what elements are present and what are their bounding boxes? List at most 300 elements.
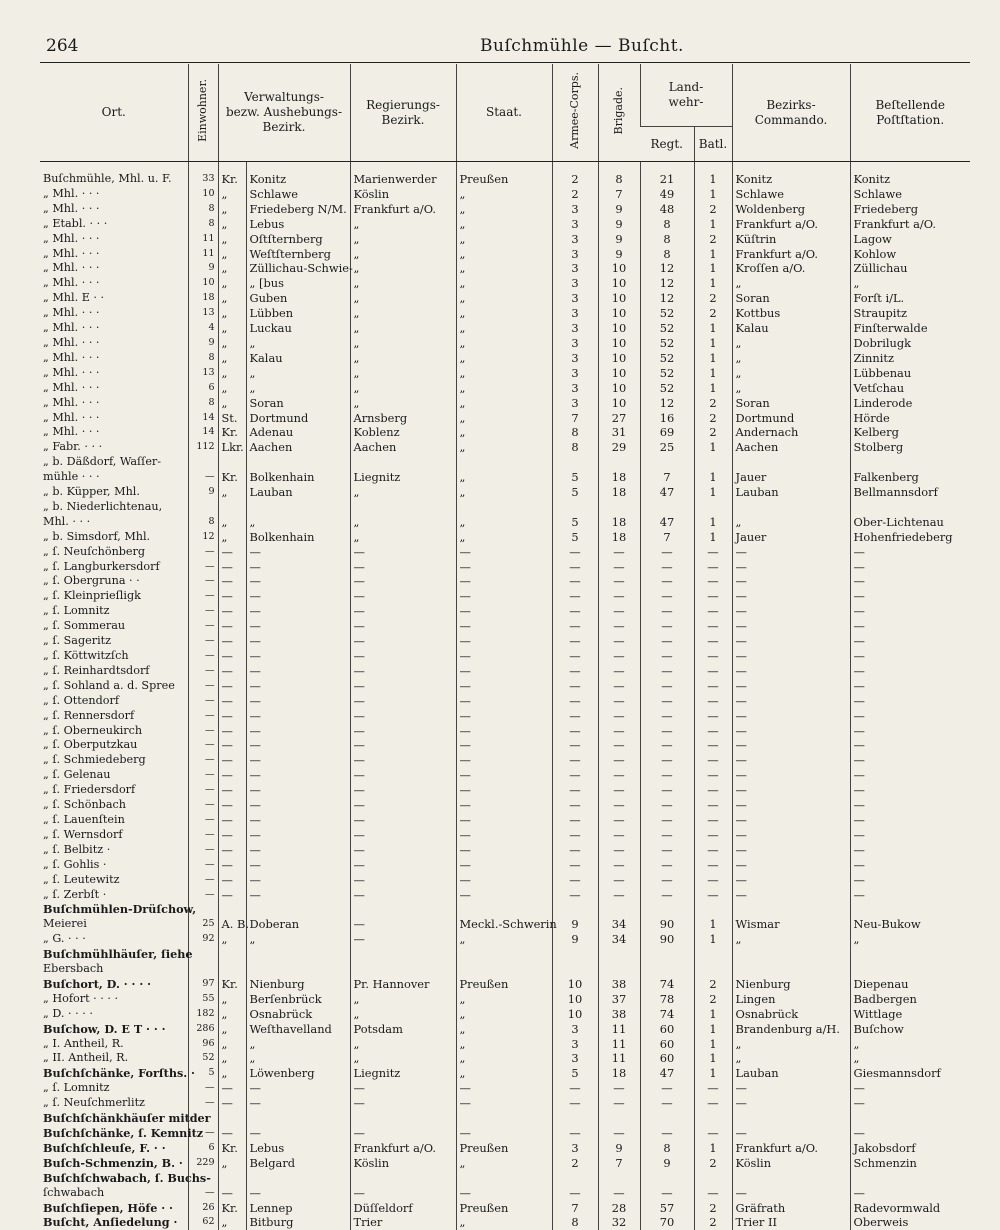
cell-rb: — xyxy=(350,709,456,724)
table-row xyxy=(40,977,970,992)
cell-ein: 8 xyxy=(188,515,218,530)
cell-kr: A. B. xyxy=(218,917,246,932)
cell-ein: 12 xyxy=(188,530,218,545)
cell-rb: „ xyxy=(350,336,456,351)
cell-vb: „ xyxy=(246,515,350,530)
cell-ps: Konitz xyxy=(850,162,970,187)
cell-rb: — xyxy=(350,545,456,560)
cell-st xyxy=(456,1171,552,1186)
cell-ac: — xyxy=(552,738,598,753)
cell-br xyxy=(598,500,640,515)
cell-ac xyxy=(552,1171,598,1186)
cell-ein: 182 xyxy=(188,1007,218,1022)
cell-rb: „ xyxy=(350,217,456,232)
cell-vb: — xyxy=(246,828,350,843)
cell-vb: — xyxy=(246,560,350,575)
cell-kr: — xyxy=(218,858,246,873)
cell-batl xyxy=(694,902,732,917)
cell-st: — xyxy=(456,813,552,828)
cell-st: „ xyxy=(456,336,552,351)
cell-kr xyxy=(218,947,246,962)
cell-rb: — xyxy=(350,843,456,858)
cell-batl: 2 xyxy=(694,977,732,992)
cell-regt: 74 xyxy=(640,977,694,992)
cell-bc: Kroſſen a/O. xyxy=(732,261,850,276)
cell-kr: „ xyxy=(218,202,246,217)
cell-kr: — xyxy=(218,560,246,575)
cell-st xyxy=(456,962,552,977)
cell-regt: — xyxy=(640,589,694,604)
cell-st: „ xyxy=(456,992,552,1007)
cell-ps: Hohenfriedeberg xyxy=(850,530,970,545)
table-row xyxy=(40,217,970,232)
cell-kr xyxy=(218,962,246,977)
cell-bc: Konitz xyxy=(732,162,850,187)
table-row xyxy=(40,962,970,977)
cell-regt: 7 xyxy=(640,530,694,545)
cell-br: 10 xyxy=(598,381,640,396)
cell-bc xyxy=(732,1111,850,1126)
cell-ac: 9 xyxy=(552,932,598,947)
cell-rb: — xyxy=(350,604,456,619)
cell-vb: „ xyxy=(246,932,350,947)
cell-rb: — xyxy=(350,1126,456,1141)
cell-ac: 10 xyxy=(552,977,598,992)
col-header-armee: Armee-Corps. xyxy=(552,64,598,162)
cell-ort: Buſchſchleuſe, F. · · xyxy=(40,1141,188,1156)
cell-kr: „ xyxy=(218,336,246,351)
cell-regt: 60 xyxy=(640,1037,694,1052)
cell-batl: 1 xyxy=(694,470,732,485)
cell-regt: — xyxy=(640,724,694,739)
cell-rb: Liegnitz xyxy=(350,1066,456,1081)
cell-ac xyxy=(552,1111,598,1126)
cell-br: — xyxy=(598,1186,640,1201)
cell-st: — xyxy=(456,664,552,679)
cell-regt: 60 xyxy=(640,1051,694,1066)
cell-ein: 6 xyxy=(188,381,218,396)
cell-kr: „ xyxy=(218,1215,246,1230)
cell-bc: „ xyxy=(732,276,850,291)
cell-kr: „ xyxy=(218,932,246,947)
cell-ort: „ Fabr. · · · xyxy=(40,440,188,455)
cell-batl: 2 xyxy=(694,306,732,321)
cell-bc: — xyxy=(732,753,850,768)
cell-rb: — xyxy=(350,768,456,783)
cell-regt: — xyxy=(640,634,694,649)
cell-rb xyxy=(350,962,456,977)
cell-rb: — xyxy=(350,738,456,753)
cell-regt xyxy=(640,1171,694,1186)
cell-ps: — xyxy=(850,634,970,649)
cell-br: 28 xyxy=(598,1201,640,1216)
cell-bc: — xyxy=(732,738,850,753)
cell-bc: — xyxy=(732,783,850,798)
cell-batl: 1 xyxy=(694,1066,732,1081)
cell-ac: — xyxy=(552,694,598,709)
cell-rb: „ xyxy=(350,1037,456,1052)
cell-kr: — xyxy=(218,768,246,783)
cell-st: „ xyxy=(456,1156,552,1171)
cell-ac: 7 xyxy=(552,1201,598,1216)
cell-ein: — xyxy=(188,619,218,634)
cell-batl: — xyxy=(694,873,732,888)
cell-ein: 25 xyxy=(188,917,218,932)
cell-regt: 49 xyxy=(640,187,694,202)
cell-st: — xyxy=(456,649,552,664)
cell-vb: — xyxy=(246,1081,350,1096)
cell-ort: „ ſ. Belbitz · xyxy=(40,843,188,858)
cell-batl xyxy=(694,962,732,977)
cell-ac xyxy=(552,455,598,470)
cell-ort: „ I. Antheil, R. xyxy=(40,1037,188,1052)
cell-regt: 12 xyxy=(640,291,694,306)
cell-ein: — xyxy=(188,1081,218,1096)
cell-kr: „ xyxy=(218,1156,246,1171)
table-row xyxy=(40,798,970,813)
cell-ort: „ Mhl. · · · xyxy=(40,336,188,351)
cell-ort: mühle · · · xyxy=(40,470,188,485)
cell-vb: — xyxy=(246,649,350,664)
cell-bc: Frankfurt a/O. xyxy=(732,217,850,232)
table-row xyxy=(40,679,970,694)
cell-regt: 90 xyxy=(640,917,694,932)
cell-rb: Liegnitz xyxy=(350,470,456,485)
cell-br: 18 xyxy=(598,1066,640,1081)
cell-regt: 9 xyxy=(640,1156,694,1171)
cell-batl: 2 xyxy=(694,232,732,247)
cell-kr: Kr. xyxy=(218,977,246,992)
cell-kr: „ xyxy=(218,1022,246,1037)
col-header-verwaltung: Verwaltungs- bezw. Aushebungs- Bezirk. xyxy=(218,64,350,162)
cell-regt: 52 xyxy=(640,321,694,336)
table-row xyxy=(40,291,970,306)
cell-ort: „ ſ. Leutewitz xyxy=(40,873,188,888)
cell-ac: — xyxy=(552,768,598,783)
cell-ein: 8 xyxy=(188,217,218,232)
cell-st: — xyxy=(456,1096,552,1111)
cell-ein: 52 xyxy=(188,1051,218,1066)
cell-ps: Finſterwalde xyxy=(850,321,970,336)
cell-ps: Lübbenau xyxy=(850,366,970,381)
cell-st: — xyxy=(456,634,552,649)
cell-ort: „ Mhl. · · · xyxy=(40,261,188,276)
cell-ps: — xyxy=(850,664,970,679)
cell-regt: 69 xyxy=(640,425,694,440)
cell-batl: — xyxy=(694,560,732,575)
table-row xyxy=(40,604,970,619)
cell-regt: — xyxy=(640,1096,694,1111)
cell-rb: „ xyxy=(350,381,456,396)
cell-vb: „ [bus xyxy=(246,276,350,291)
cell-bc: — xyxy=(732,694,850,709)
cell-regt: — xyxy=(640,604,694,619)
cell-kr xyxy=(218,500,246,515)
cell-regt: — xyxy=(640,1081,694,1096)
cell-regt: 8 xyxy=(640,1141,694,1156)
cell-regt xyxy=(640,947,694,962)
table-row xyxy=(40,396,970,411)
cell-st: — xyxy=(456,738,552,753)
cell-st: „ xyxy=(456,515,552,530)
cell-ort: „ Mhl. · · · xyxy=(40,232,188,247)
cell-rb: Marienwerder xyxy=(350,162,456,187)
cell-ein: — xyxy=(188,843,218,858)
cell-batl: — xyxy=(694,649,732,664)
cell-st: — xyxy=(456,753,552,768)
cell-rb: — xyxy=(350,694,456,709)
cell-ort: „ ſ. Langburkersdorf xyxy=(40,560,188,575)
cell-batl xyxy=(694,947,732,962)
table-row xyxy=(40,724,970,739)
cell-batl: — xyxy=(694,545,732,560)
cell-batl: 1 xyxy=(694,162,732,187)
cell-ac: 5 xyxy=(552,530,598,545)
cell-ac: — xyxy=(552,560,598,575)
col-header-landwehr: Land- wehr- xyxy=(640,64,732,127)
cell-ein: 26 xyxy=(188,1201,218,1216)
cell-vb: Lebus xyxy=(246,1141,350,1156)
cell-ein: — xyxy=(188,694,218,709)
cell-rb: „ xyxy=(350,530,456,545)
cell-regt: — xyxy=(640,783,694,798)
cell-bc: — xyxy=(732,709,850,724)
cell-kr: St. xyxy=(218,411,246,426)
cell-bc: Köslin xyxy=(732,1156,850,1171)
cell-kr: — xyxy=(218,724,246,739)
cell-br xyxy=(598,1171,640,1186)
cell-vb: Nienburg xyxy=(246,977,350,992)
table-row xyxy=(40,753,970,768)
cell-rb: — xyxy=(350,888,456,903)
cell-vb: Belgard xyxy=(246,1156,350,1171)
cell-kr xyxy=(218,1111,246,1126)
cell-rb: — xyxy=(350,724,456,739)
cell-ort: „ ſ. Wernsdorf xyxy=(40,828,188,843)
cell-kr: — xyxy=(218,619,246,634)
cell-ein: — xyxy=(188,738,218,753)
table-row xyxy=(40,1215,970,1230)
cell-br: — xyxy=(598,813,640,828)
cell-br: 32 xyxy=(598,1215,640,1230)
cell-kr: „ xyxy=(218,247,246,262)
cell-br xyxy=(598,1111,640,1126)
cell-ac: 3 xyxy=(552,261,598,276)
cell-ac: — xyxy=(552,1081,598,1096)
cell-rb: Frankfurt a/O. xyxy=(350,1141,456,1156)
cell-st: Preußen xyxy=(456,162,552,187)
cell-st: — xyxy=(456,783,552,798)
cell-batl: 1 xyxy=(694,515,732,530)
cell-ein: — xyxy=(188,783,218,798)
cell-br: 29 xyxy=(598,440,640,455)
cell-kr: — xyxy=(218,545,246,560)
cell-ps: — xyxy=(850,1186,970,1201)
table-row xyxy=(40,873,970,888)
cell-ac xyxy=(552,962,598,977)
cell-regt: — xyxy=(640,694,694,709)
cell-br: 7 xyxy=(598,1156,640,1171)
cell-ac: — xyxy=(552,843,598,858)
cell-regt: 52 xyxy=(640,306,694,321)
cell-regt: — xyxy=(640,1126,694,1141)
cell-bc: „ xyxy=(732,351,850,366)
cell-ort: ſchwabach xyxy=(40,1186,188,1201)
cell-br: 10 xyxy=(598,321,640,336)
cell-br: — xyxy=(598,619,640,634)
cell-ein: 8 xyxy=(188,351,218,366)
cell-batl: 1 xyxy=(694,1007,732,1022)
cell-bc: — xyxy=(732,828,850,843)
cell-ort: „ ſ. Schönbach xyxy=(40,798,188,813)
cell-rb: — xyxy=(350,828,456,843)
cell-st: „ xyxy=(456,321,552,336)
cell-bc: Jauer xyxy=(732,470,850,485)
table-row xyxy=(40,1171,970,1186)
cell-ein: 96 xyxy=(188,1037,218,1052)
cell-vb: — xyxy=(246,619,350,634)
cell-ort: „ ſ. Reinhardtsdorf xyxy=(40,664,188,679)
cell-st: „ xyxy=(456,306,552,321)
cell-kr: „ xyxy=(218,261,246,276)
cell-st: — xyxy=(456,888,552,903)
cell-vb: — xyxy=(246,604,350,619)
table-row xyxy=(40,261,970,276)
cell-st: — xyxy=(456,798,552,813)
cell-rb: — xyxy=(350,589,456,604)
cell-ort: „ Mhl. · · · xyxy=(40,381,188,396)
cell-ort: „ Mhl. E · · xyxy=(40,291,188,306)
cell-ort: „ ſ. Zerbſt · xyxy=(40,888,188,903)
cell-regt: 52 xyxy=(640,336,694,351)
cell-ac: 3 xyxy=(552,1037,598,1052)
cell-bc: „ xyxy=(732,932,850,947)
table-row xyxy=(40,530,970,545)
cell-st: „ xyxy=(456,202,552,217)
table-row xyxy=(40,351,970,366)
cell-bc xyxy=(732,902,850,917)
cell-br: — xyxy=(598,574,640,589)
cell-st: „ xyxy=(456,366,552,381)
cell-vb: Adenau xyxy=(246,425,350,440)
cell-vb: Aachen xyxy=(246,440,350,455)
cell-batl: — xyxy=(694,843,732,858)
cell-br: — xyxy=(598,634,640,649)
cell-kr: — xyxy=(218,634,246,649)
cell-br: — xyxy=(598,694,640,709)
cell-br: — xyxy=(598,738,640,753)
cell-batl: — xyxy=(694,589,732,604)
cell-br: — xyxy=(598,649,640,664)
cell-kr: „ xyxy=(218,1007,246,1022)
cell-bc: „ xyxy=(732,336,850,351)
cell-kr: „ xyxy=(218,530,246,545)
cell-regt xyxy=(640,902,694,917)
cell-br: 10 xyxy=(598,336,640,351)
cell-st xyxy=(456,902,552,917)
cell-vb xyxy=(246,962,350,977)
cell-ac: 8 xyxy=(552,1215,598,1230)
cell-br: 9 xyxy=(598,217,640,232)
cell-ort: Buſch-Schmenzin, B. · xyxy=(40,1156,188,1171)
cell-kr xyxy=(218,455,246,470)
cell-ac: 9 xyxy=(552,917,598,932)
table-row xyxy=(40,411,970,426)
cell-ort: „ ſ. Sageritz xyxy=(40,634,188,649)
cell-bc: — xyxy=(732,589,850,604)
cell-vb: Oſtſternberg xyxy=(246,232,350,247)
register-body xyxy=(40,162,970,1230)
cell-st xyxy=(456,500,552,515)
page-header xyxy=(40,36,970,60)
cell-regt: — xyxy=(640,828,694,843)
cell-regt: 47 xyxy=(640,1066,694,1081)
cell-bc: Soran xyxy=(732,396,850,411)
cell-vb xyxy=(246,947,350,962)
cell-br: — xyxy=(598,768,640,783)
cell-kr: „ xyxy=(218,381,246,396)
cell-ps xyxy=(850,455,970,470)
cell-vb: Weſthavelland xyxy=(246,1022,350,1037)
cell-vb: — xyxy=(246,1126,350,1141)
cell-batl: 1 xyxy=(694,1037,732,1052)
cell-ein: 18 xyxy=(188,291,218,306)
cell-batl: 1 xyxy=(694,366,732,381)
cell-ein: 14 xyxy=(188,425,218,440)
cell-rb: Pr. Hannover xyxy=(350,977,456,992)
cell-br: — xyxy=(598,843,640,858)
cell-kr: „ xyxy=(218,396,246,411)
cell-ps: Oberweis xyxy=(850,1215,970,1230)
cell-rb xyxy=(350,947,456,962)
cell-vb: — xyxy=(246,873,350,888)
cell-ein: 10 xyxy=(188,276,218,291)
cell-rb xyxy=(350,1111,456,1126)
cell-st xyxy=(456,455,552,470)
cell-ps: — xyxy=(850,1096,970,1111)
cell-br: — xyxy=(598,1081,640,1096)
cell-batl xyxy=(694,1171,732,1186)
cell-batl: 2 xyxy=(694,992,732,1007)
cell-rb: Potsdam xyxy=(350,1022,456,1037)
cell-ort: „ b. Niederlichtenau, xyxy=(40,500,188,515)
cell-st: „ xyxy=(456,276,552,291)
cell-bc: — xyxy=(732,574,850,589)
cell-ort: Buſchſchänke, Forſths. · xyxy=(40,1066,188,1081)
cell-br: 11 xyxy=(598,1051,640,1066)
cell-ps: Kohlow xyxy=(850,247,970,262)
cell-bc xyxy=(732,962,850,977)
cell-ein: — xyxy=(188,1096,218,1111)
cell-ps: Wittlage xyxy=(850,1007,970,1022)
cell-batl: — xyxy=(694,858,732,873)
cell-ac: — xyxy=(552,604,598,619)
cell-vb: — xyxy=(246,589,350,604)
cell-st: — xyxy=(456,843,552,858)
cell-ort: „ D. · · · · xyxy=(40,1007,188,1022)
cell-vb: Lübben xyxy=(246,306,350,321)
table-row xyxy=(40,485,970,500)
cell-vb: — xyxy=(246,724,350,739)
cell-kr: — xyxy=(218,753,246,768)
cell-st: „ xyxy=(456,247,552,262)
cell-kr: — xyxy=(218,873,246,888)
cell-vb: — xyxy=(246,634,350,649)
cell-ort: „ Mhl. · · · xyxy=(40,306,188,321)
cell-ort: „ ſ. Gelenau xyxy=(40,768,188,783)
table-row xyxy=(40,768,970,783)
cell-batl: — xyxy=(694,694,732,709)
